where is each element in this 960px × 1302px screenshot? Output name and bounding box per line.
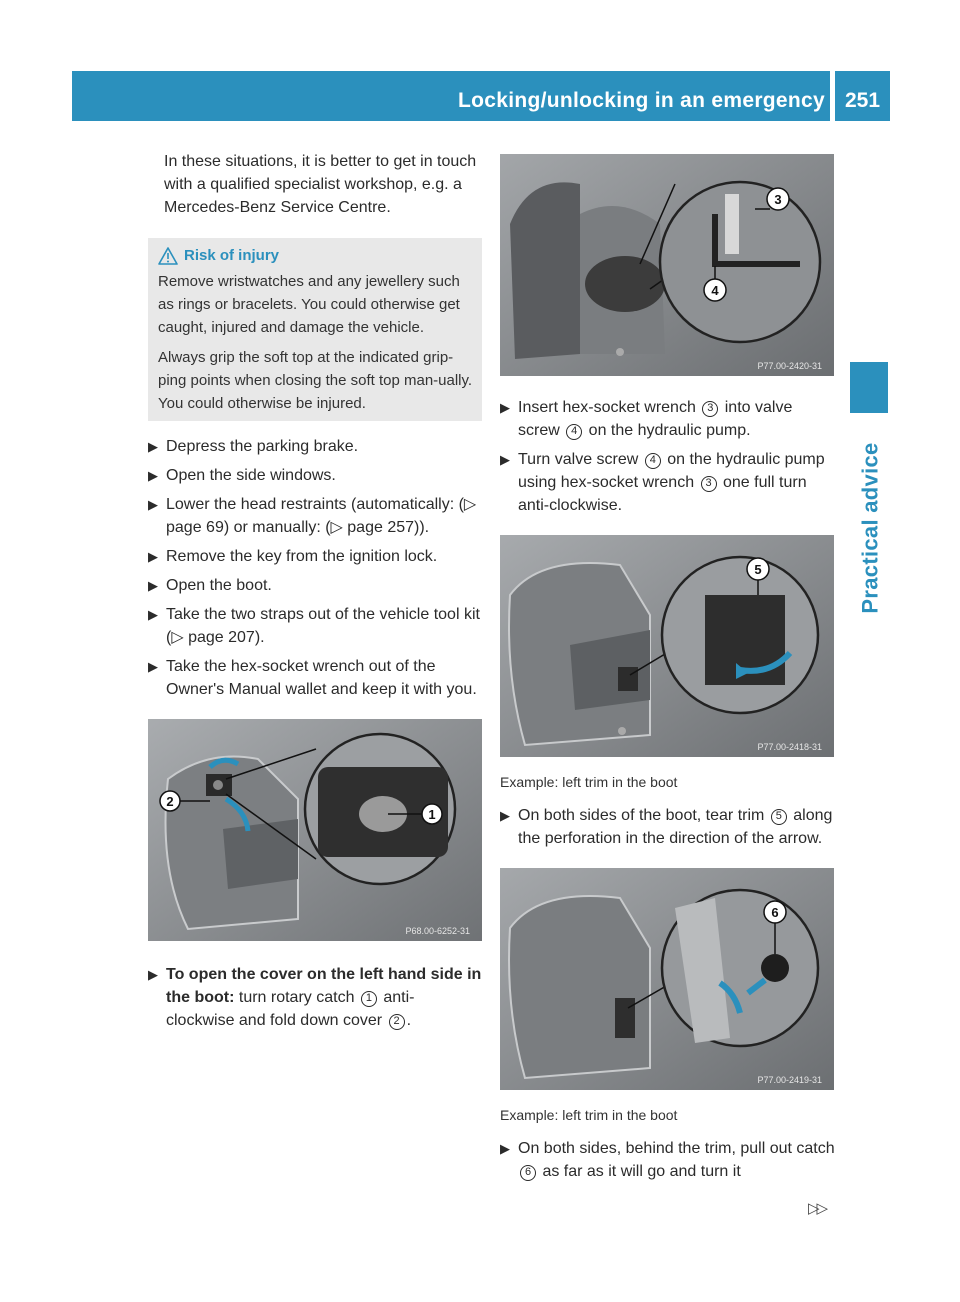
step-list xyxy=(500,1137,836,1183)
hydraulic-pump-illustration xyxy=(500,154,834,376)
step-arrow-icon: ▶ xyxy=(500,1141,510,1156)
catch-illustration xyxy=(500,868,834,1090)
step-arrow-icon: ▶ xyxy=(148,468,158,483)
svg-text:2: 2 xyxy=(166,794,174,809)
figure-boot-cover xyxy=(148,719,482,941)
step-list xyxy=(148,435,482,701)
step-item: ▶ Take the hex-socket wrench out of the Owner's Manual wallet and keep it with you. xyxy=(148,655,482,701)
step-arrow-icon: ▶ xyxy=(500,808,510,823)
step-item: ▶ Turn valve screw 4 on the hydraulic pump using hex-socket wrench 3 one full turn anti-clockwise. xyxy=(500,448,836,517)
svg-text:5: 5 xyxy=(754,562,762,577)
callout-3-badge: 3 xyxy=(702,401,718,417)
callout-1-badge: 1 xyxy=(361,991,377,1007)
intro-paragraph: In these situations, it is better to get in touch with a qualified specialist workshop, e.g. a Mercedes-Benz Service Centre. xyxy=(164,153,477,216)
step-item: ▶ To open the cover on the left hand side in the boot: turn rotary catch 1 anti-clockwise and fold down cover 2 . xyxy=(148,963,482,1032)
step-arrow-icon: ▶ xyxy=(148,967,158,982)
figure-hydraulic-pump xyxy=(500,154,834,376)
warning-text-1: Remove wristwatches and any jewellery such as rings or bracelets. You could otherwise get caught, injured and damage the vehicle. xyxy=(158,273,460,336)
svg-text:6: 6 xyxy=(771,905,779,920)
step-arrow-icon: ▶ xyxy=(500,452,510,467)
warning-title xyxy=(158,244,474,267)
figure-code: P77.00-2420-31 xyxy=(757,361,822,371)
callout-3-badge: 3 xyxy=(701,476,717,492)
boot-cover-illustration xyxy=(148,719,482,941)
side-tab-label: Practical advice xyxy=(857,442,883,614)
step-item: ▶ Depress the parking brake. xyxy=(148,435,482,458)
step-arrow-icon: ▶ xyxy=(148,659,158,674)
step-arrow-icon: ▶ xyxy=(148,607,158,622)
left-trim-tear-illustration xyxy=(500,535,834,757)
side-tab xyxy=(847,430,893,626)
step-list xyxy=(500,804,836,850)
section-title: Locking/unlocking in an emergency xyxy=(458,89,825,112)
step-item: ▶ Insert hex-socket wrench 3 into valve screw 4 on the hydraulic pump. xyxy=(500,396,836,442)
callout-4-badge: 4 xyxy=(566,424,582,440)
warning-title-text: Risk of injury xyxy=(184,247,280,264)
figure-caption: Example: left trim in the boot xyxy=(500,774,678,790)
step-arrow-icon: ▶ xyxy=(148,497,158,512)
continue-marker: ▷▷ xyxy=(808,1200,826,1217)
callout-5-badge: 5 xyxy=(771,809,787,825)
right-column xyxy=(500,150,836,1189)
figure-code: P68.00-6252-31 xyxy=(405,926,470,936)
figure-code: P77.00-2418-31 xyxy=(757,742,822,752)
step-item: ▶ Take the two straps out of the vehicle tool kit (▷ page 207). xyxy=(148,603,482,649)
figure-code: P77.00-2419-31 xyxy=(757,1075,822,1085)
left-column xyxy=(148,150,482,1038)
warning-box xyxy=(148,238,482,421)
warning-text-2: Always grip the soft top at the indicated grip-ping points when closing the soft top man-ually. You could otherwise be injured. xyxy=(158,349,473,412)
page-number: 251 xyxy=(844,89,881,112)
callout-4-badge: 4 xyxy=(645,453,661,469)
figure-caption: Example: left trim in the boot xyxy=(500,1107,678,1123)
final-step-list xyxy=(148,963,482,1032)
svg-text:3: 3 xyxy=(774,192,782,207)
svg-text:1: 1 xyxy=(428,807,436,822)
step-item: ▶ Remove the key from the ignition lock. xyxy=(148,545,482,568)
step-arrow-icon: ▶ xyxy=(148,578,158,593)
svg-text:4: 4 xyxy=(711,283,719,298)
callout-2-badge: 2 xyxy=(389,1014,405,1030)
figure-left-trim-tear xyxy=(500,535,834,757)
step-item: ▶ Open the boot. xyxy=(148,574,482,597)
step-list xyxy=(500,396,836,517)
side-tab-marker xyxy=(850,362,888,413)
step-arrow-icon: ▶ xyxy=(148,439,158,454)
callout-6-badge: 6 xyxy=(520,1165,536,1181)
figure-catch xyxy=(500,868,834,1090)
step-item: ▶ On both sides, behind the trim, pull out catch 6 as far as it will go and turn it xyxy=(500,1137,836,1183)
step-item: ▶ On both sides of the boot, tear trim 5 along the perforation in the direction of the arrow. xyxy=(500,804,836,850)
warning-triangle-icon xyxy=(158,247,178,265)
step-arrow-icon: ▶ xyxy=(148,549,158,564)
step-item: ▶ Lower the head restraints (automatically: (▷ page 69) or manually: (▷ page 257)). xyxy=(148,493,482,539)
step-arrow-icon: ▶ xyxy=(500,400,510,415)
step-item: ▶ Open the side windows. xyxy=(148,464,482,487)
